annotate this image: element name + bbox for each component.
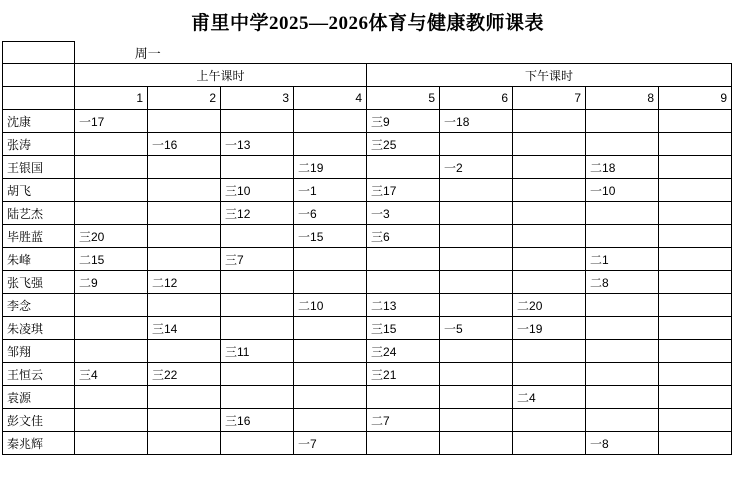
schedule-cell (148, 386, 221, 409)
schedule-table-body (3, 42, 732, 455)
schedule-cell (367, 432, 440, 455)
section-header-afternoon: 下午课时 (367, 64, 732, 87)
schedule-cell (513, 340, 586, 363)
teacher-name: 朱峰 (3, 248, 75, 271)
schedule-cell (75, 386, 148, 409)
schedule-cell (513, 133, 586, 156)
schedule-cell: 一7 (294, 432, 367, 455)
schedule-cell: 二7 (367, 409, 440, 432)
teacher-name: 张涛 (3, 133, 75, 156)
period-header-3: 3 (221, 87, 294, 110)
schedule-cell (221, 317, 294, 340)
table-row (3, 179, 732, 202)
schedule-cell (75, 133, 148, 156)
schedule-cell (440, 179, 513, 202)
day-label: 周一 (134, 45, 161, 61)
schedule-cell: 三7 (221, 248, 294, 271)
schedule-cell (294, 386, 367, 409)
schedule-cell (659, 363, 732, 386)
schedule-cell (75, 179, 148, 202)
schedule-cell (440, 294, 513, 317)
schedule-cell (148, 202, 221, 225)
schedule-cell (586, 317, 659, 340)
schedule-cell (294, 133, 367, 156)
schedule-cell: 二19 (294, 156, 367, 179)
schedule-cell (75, 156, 148, 179)
schedule-cell: 三25 (367, 133, 440, 156)
schedule-cell (221, 294, 294, 317)
schedule-cell (513, 432, 586, 455)
period-header-row (3, 87, 732, 110)
schedule-cell (148, 248, 221, 271)
schedule-cell (294, 271, 367, 294)
period-header-2: 2 (148, 87, 221, 110)
schedule-cell: 一3 (367, 202, 440, 225)
schedule-cell: 二10 (294, 294, 367, 317)
schedule-cell: 三14 (148, 317, 221, 340)
schedule-cell: 二20 (513, 294, 586, 317)
section-header-row (3, 64, 732, 87)
schedule-cell (221, 363, 294, 386)
schedule-cell (513, 271, 586, 294)
page-title: 甫里中学2025—2026体育与健康教师课表 (190, 13, 544, 34)
schedule-cell (513, 409, 586, 432)
schedule-cell (75, 317, 148, 340)
schedule-cell (367, 248, 440, 271)
schedule-cell (440, 133, 513, 156)
schedule-cell (659, 294, 732, 317)
schedule-cell (221, 386, 294, 409)
teacher-name: 袁源 (3, 386, 75, 409)
teacher-name: 沈康 (3, 110, 75, 133)
schedule-cell: 三6 (367, 225, 440, 248)
schedule-cell (221, 110, 294, 133)
teacher-name: 毕胜蓝 (3, 225, 75, 248)
schedule-cell: 一15 (294, 225, 367, 248)
schedule-cell (294, 363, 367, 386)
table-row (3, 294, 732, 317)
table-row (3, 271, 732, 294)
schedule-cell: 三17 (367, 179, 440, 202)
schedule-cell: 二9 (75, 271, 148, 294)
schedule-cell (586, 110, 659, 133)
period-header-1: 1 (75, 87, 148, 110)
table-row (3, 110, 732, 133)
schedule-cell (659, 248, 732, 271)
schedule-cell: 一5 (440, 317, 513, 340)
schedule-cell (75, 340, 148, 363)
schedule-cell (440, 340, 513, 363)
table-row (3, 133, 732, 156)
day-header-row (3, 42, 732, 64)
schedule-cell (221, 225, 294, 248)
schedule-cell (148, 294, 221, 317)
schedule-cell (586, 340, 659, 363)
teacher-name: 彭文佳 (3, 409, 75, 432)
schedule-cell: 一10 (586, 179, 659, 202)
schedule-cell: 三10 (221, 179, 294, 202)
schedule-cell: 三24 (367, 340, 440, 363)
schedule-cell (659, 340, 732, 363)
schedule-cell (513, 202, 586, 225)
schedule-cell (294, 409, 367, 432)
table-row (3, 317, 732, 340)
schedule-cell: 三11 (221, 340, 294, 363)
schedule-cell (294, 317, 367, 340)
period-header-4: 4 (294, 87, 367, 110)
schedule-cell: 一19 (513, 317, 586, 340)
schedule-cell (586, 202, 659, 225)
schedule-cell: 二15 (75, 248, 148, 271)
schedule-cell: 二1 (586, 248, 659, 271)
teacher-name: 陆艺杰 (3, 202, 75, 225)
schedule-cell (659, 156, 732, 179)
schedule-cell (440, 363, 513, 386)
schedule-cell (148, 156, 221, 179)
table-row (3, 225, 732, 248)
schedule-cell: 一2 (440, 156, 513, 179)
teacher-name: 胡飞 (3, 179, 75, 202)
table-row (3, 248, 732, 271)
period-header-7: 7 (513, 87, 586, 110)
schedule-cell (440, 225, 513, 248)
schedule-cell: 二4 (513, 386, 586, 409)
schedule-cell (221, 432, 294, 455)
table-row (3, 409, 732, 432)
schedule-cell (659, 225, 732, 248)
teacher-name: 朱凌琪 (3, 317, 75, 340)
schedule-cell (148, 432, 221, 455)
section-header-morning: 上午课时 (75, 64, 367, 87)
schedule-cell (294, 110, 367, 133)
teacher-name: 王恒云 (3, 363, 75, 386)
period-header-9: 9 (659, 87, 732, 110)
teacher-column-header (3, 64, 75, 87)
table-row (3, 363, 732, 386)
schedule-cell (513, 156, 586, 179)
schedule-cell (440, 248, 513, 271)
table-row (3, 156, 732, 179)
day-row-spacer (3, 42, 75, 64)
schedule-cell (294, 340, 367, 363)
schedule-cell (75, 409, 148, 432)
schedule-cell (440, 271, 513, 294)
schedule-cell (513, 225, 586, 248)
schedule-cell (440, 409, 513, 432)
day-row-filler (221, 42, 732, 64)
schedule-cell (513, 363, 586, 386)
period-row-label (3, 87, 75, 110)
schedule-cell (659, 317, 732, 340)
schedule-cell (659, 432, 732, 455)
period-header-5: 5 (367, 87, 440, 110)
schedule-cell: 三16 (221, 409, 294, 432)
schedule-cell: 二8 (586, 271, 659, 294)
period-header-8: 8 (586, 87, 659, 110)
teacher-name: 秦兆辉 (3, 432, 75, 455)
table-row (3, 340, 732, 363)
schedule-cell (148, 409, 221, 432)
schedule-cell (367, 271, 440, 294)
schedule-cell (221, 156, 294, 179)
schedule-cell (586, 133, 659, 156)
schedule-cell: 一18 (440, 110, 513, 133)
schedule-cell: 三9 (367, 110, 440, 133)
schedule-cell: 三4 (75, 363, 148, 386)
schedule-cell (659, 179, 732, 202)
schedule-cell: 二12 (148, 271, 221, 294)
schedule-cell (75, 432, 148, 455)
schedule-cell (586, 225, 659, 248)
schedule-cell: 一6 (294, 202, 367, 225)
teacher-name: 邹翔 (3, 340, 75, 363)
schedule-cell (221, 271, 294, 294)
teacher-name: 王银国 (3, 156, 75, 179)
schedule-cell (440, 202, 513, 225)
schedule-cell (367, 386, 440, 409)
schedule-cell: 一16 (148, 133, 221, 156)
schedule-cell (586, 409, 659, 432)
schedule-cell (440, 386, 513, 409)
schedule-cell (513, 110, 586, 133)
schedule-cell: 一17 (75, 110, 148, 133)
schedule-cell: 二13 (367, 294, 440, 317)
schedule-cell: 二18 (586, 156, 659, 179)
schedule-cell: 三22 (148, 363, 221, 386)
schedule-cell (586, 363, 659, 386)
schedule-cell (75, 202, 148, 225)
schedule-cell: 一1 (294, 179, 367, 202)
schedule-cell (659, 271, 732, 294)
table-row (3, 202, 732, 225)
schedule-cell (513, 179, 586, 202)
table-row (3, 386, 732, 409)
schedule-cell (75, 294, 148, 317)
table-row (3, 432, 732, 455)
schedule-cell (659, 133, 732, 156)
teacher-name: 张飞强 (3, 271, 75, 294)
schedule-cell (659, 110, 732, 133)
schedule-cell (659, 386, 732, 409)
period-header-6: 6 (440, 87, 513, 110)
schedule-cell: 三21 (367, 363, 440, 386)
schedule-cell (586, 386, 659, 409)
schedule-cell (148, 110, 221, 133)
schedule-cell (659, 409, 732, 432)
schedule-cell: 三15 (367, 317, 440, 340)
schedule-cell: 一8 (586, 432, 659, 455)
schedule-cell: 一13 (221, 133, 294, 156)
schedule-cell (148, 340, 221, 363)
schedule-table (2, 41, 732, 455)
schedule-cell (659, 202, 732, 225)
schedule-cell (294, 248, 367, 271)
schedule-cell (513, 248, 586, 271)
schedule-cell: 三12 (221, 202, 294, 225)
schedule-cell (148, 179, 221, 202)
schedule-cell: 三20 (75, 225, 148, 248)
schedule-cell (586, 294, 659, 317)
teacher-name: 李念 (3, 294, 75, 317)
schedule-cell (148, 225, 221, 248)
schedule-cell (440, 432, 513, 455)
schedule-cell (367, 156, 440, 179)
